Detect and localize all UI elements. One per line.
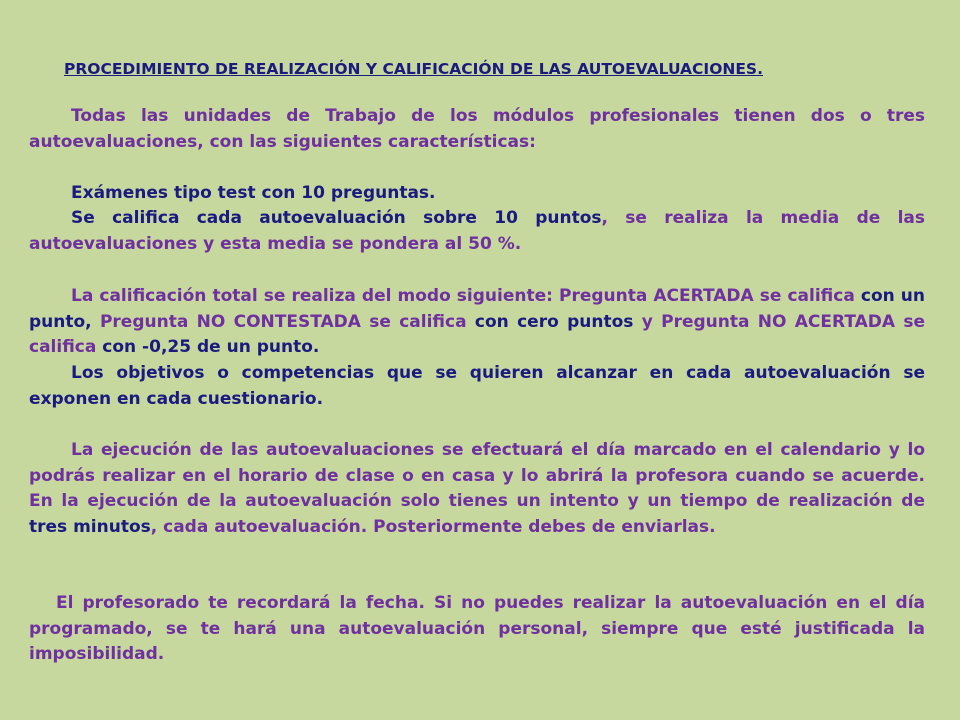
execution-text-b: tres minutos: [29, 516, 151, 537]
objectives-text: Los objetivos o competencias que se quieren alcanzar en cada autoevaluación se exponen en cada cuestionario.: [29, 363, 925, 409]
paragraph-scoring: [29, 206, 925, 257]
grading-text-c: con un punto,: [29, 286, 925, 332]
grading-text-f: y Pregunta NO ACERTADA se califica: [29, 311, 926, 358]
paragraph-grading: [29, 284, 925, 361]
scoring-text-a: Se califica cada autoevaluación sobre 10 puntos: [71, 208, 602, 228]
grading-text-e: con cero puntos: [474, 311, 634, 332]
intro-text: Todas las unidades de Trabajo de los módulos profesionales tienen dos o tres autoevaluaciones, con las siguientes características:: [29, 106, 925, 152]
scoring-text-b: , se realiza la media de las autoevaluaciones y esta media se pondera al 50 %.: [29, 208, 925, 254]
execution-text-c: , cada autoevaluación. Posteriormente debes de enviarlas.: [150, 516, 716, 537]
exam-type-text: Exámenes tipo test con 10 preguntas.: [71, 183, 436, 203]
paragraph-execution: [29, 438, 925, 540]
page-title: PROCEDIMIENTO DE REALIZACIÓN Y CALIFICACIÓN DE LAS AUTOEVALUACIONES.: [64, 60, 763, 78]
paragraph-exam-type: [29, 181, 925, 207]
grading-text-g: con -0,25 de un punto.: [102, 337, 320, 358]
paragraph-intro: [29, 104, 925, 155]
grading-text-d: Pregunta NO CONTESTADA se califica: [99, 311, 467, 332]
grading-text-a: La calificación total se realiza del modo siguiente: Pregunta ACERTADA: [71, 286, 754, 306]
execution-text-a: La ejecución de las autoevaluaciones se efectuará el día marcado en el calendario y lo podrás realizar en el horario de clase o en casa y lo abrirá la profesora cuando se acuerde. En la ejecución de la autoevaluación solo tienes un intento y un tiempo de realización de: [29, 440, 925, 512]
reminder-text: El profesorado te recordará la fecha. Si no puedes realizar la autoevaluación en el día programado, se te hará una autoevaluación personal, siempre que esté justificada la imposibilidad.: [29, 593, 925, 665]
paragraph-objectives: [29, 361, 925, 412]
grading-text-b: se califica: [759, 286, 855, 306]
paragraph-reminder: [29, 591, 925, 668]
